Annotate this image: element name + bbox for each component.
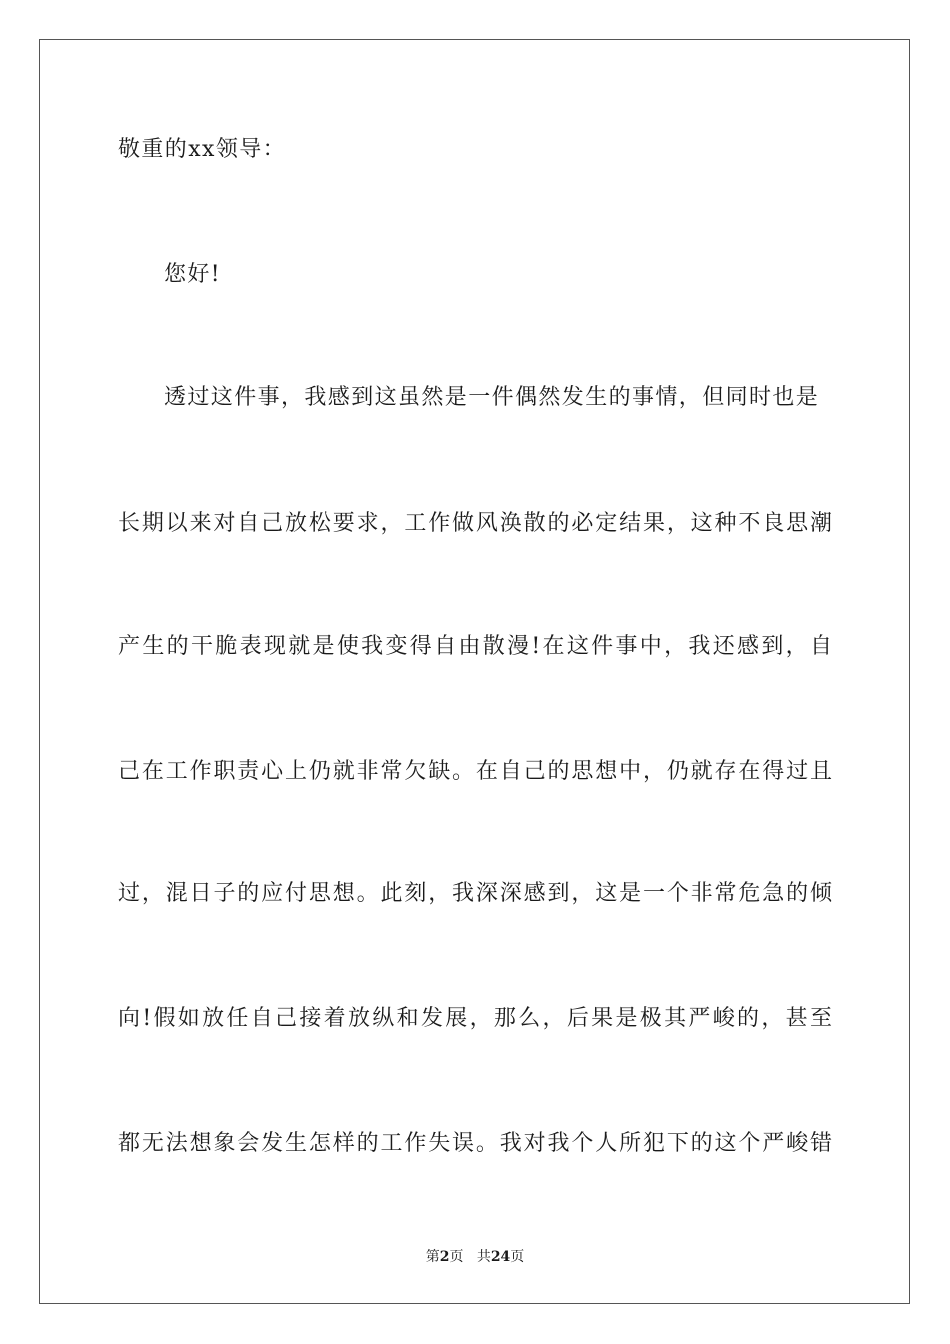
footer-page-prefix: 第: [425, 1249, 440, 1265]
body-line-7: 都无法想象会发生怎样的工作失误。我对我个人所犯下的这个严峻错: [118, 1131, 832, 1156]
body-line-3: 产生的干脆表现就是使我变得自由散漫!在这件事中，我还感到，自: [118, 634, 832, 659]
body-line-6: 向!假如放任自己接着放纵和发展，那么，后果是极其严峻的，甚至: [118, 1006, 832, 1031]
footer-total-prefix: 共: [476, 1249, 491, 1265]
salutation: 敬重的xx领导：: [118, 137, 287, 162]
footer-total-pages: 24: [490, 1249, 511, 1265]
body-line-1: 透过这件事，我感到这虽然是一件偶然发生的事情，但同时也是: [164, 385, 820, 410]
page-border: [39, 39, 910, 1304]
footer-page-suffix: 页: [449, 1249, 464, 1265]
footer-page-number: 2: [439, 1249, 450, 1265]
body-line-5: 过，混日子的应付思想。此刻，我深深感到，这是一个非常危急的倾: [118, 881, 832, 906]
body-line-2: 长期以来对自己放松要求，工作做风涣散的必定结果，这种不良思潮: [118, 511, 832, 536]
greeting: 您好!: [164, 262, 222, 287]
body-line-4: 己在工作职责心上仍就非常欠缺。在自己的思想中，仍就存在得过且: [118, 759, 832, 784]
page-footer: [0, 1247, 950, 1267]
footer-total-suffix: 页: [510, 1249, 525, 1265]
